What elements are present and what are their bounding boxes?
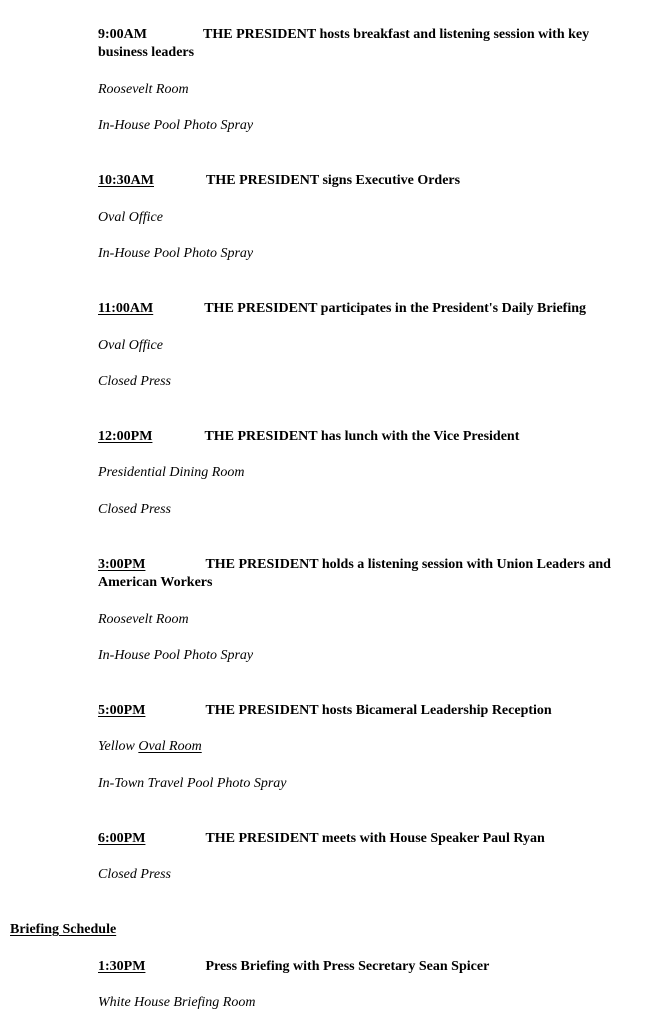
event-time: 9:00AM — [98, 27, 147, 42]
schedule-event-1030 — [98, 172, 638, 261]
event-time: 12:00PM — [98, 429, 153, 444]
event-press: Closed Press — [98, 502, 171, 517]
event-time: 11:00AM — [98, 301, 154, 316]
event-title: THE PRESIDENT holds a listening session with Union Leaders and American Workers — [98, 557, 611, 590]
event-press: Closed Press — [98, 374, 171, 389]
event-headline — [98, 702, 638, 720]
event-press: In-Town Travel Pool Photo Spray — [98, 776, 287, 791]
event-title: THE PRESIDENT has lunch with the Vice President — [204, 429, 520, 444]
event-location: Oval Office — [98, 210, 163, 225]
event-location-prefix: Yellow — [98, 739, 139, 754]
event-time: 6:00PM — [98, 831, 146, 846]
schedule-event-0900 — [98, 26, 638, 133]
event-location-room: Oval Room — [138, 739, 202, 754]
event-title: THE PRESIDENT hosts breakfast and listening session with key business leaders — [98, 27, 590, 60]
event-headline — [98, 300, 638, 318]
event-title: THE PRESIDENT hosts Bicameral Leadership Reception — [205, 703, 552, 718]
event-title: THE PRESIDENT participates in the President's Daily Briefing — [204, 301, 586, 316]
event-title: THE PRESIDENT meets with House Speaker Paul Ryan — [205, 831, 545, 846]
event-headline — [98, 830, 638, 848]
event-press: In-House Pool Photo Spray — [98, 246, 254, 261]
event-headline — [98, 428, 638, 446]
briefing-schedule-heading: Briefing Schedule — [10, 922, 117, 937]
event-location: Roosevelt Room — [98, 82, 189, 97]
briefing-event-1330 — [98, 958, 638, 1010]
schedule-event-1500 — [98, 556, 638, 663]
event-headline — [98, 172, 638, 190]
event-location: Oval Office — [98, 338, 163, 353]
schedule-event-1100 — [98, 300, 638, 389]
event-headline — [98, 556, 638, 592]
briefing-title: Press Briefing with Press Secretary Sean Spicer — [205, 959, 490, 974]
event-press: In-House Pool Photo Spray — [98, 118, 254, 133]
event-location: Presidential Dining Room — [98, 465, 245, 480]
event-title: THE PRESIDENT signs Executive Orders — [206, 173, 461, 188]
briefing-location: White House Briefing Room — [98, 995, 256, 1010]
briefing-time: 1:30PM — [98, 959, 146, 974]
event-location — [98, 738, 202, 756]
schedule-event-1700 — [98, 702, 638, 791]
event-headline — [98, 26, 638, 62]
event-time: 3:00PM — [98, 557, 146, 572]
event-time: 10:30AM — [98, 173, 154, 188]
schedule-event-1800 — [98, 830, 638, 882]
briefing-headline — [98, 958, 638, 976]
event-time: 5:00PM — [98, 703, 146, 718]
schedule-event-1200 — [98, 428, 638, 517]
event-location: Roosevelt Room — [98, 612, 189, 627]
event-press: Closed Press — [98, 867, 171, 882]
event-press: In-House Pool Photo Spray — [98, 648, 254, 663]
